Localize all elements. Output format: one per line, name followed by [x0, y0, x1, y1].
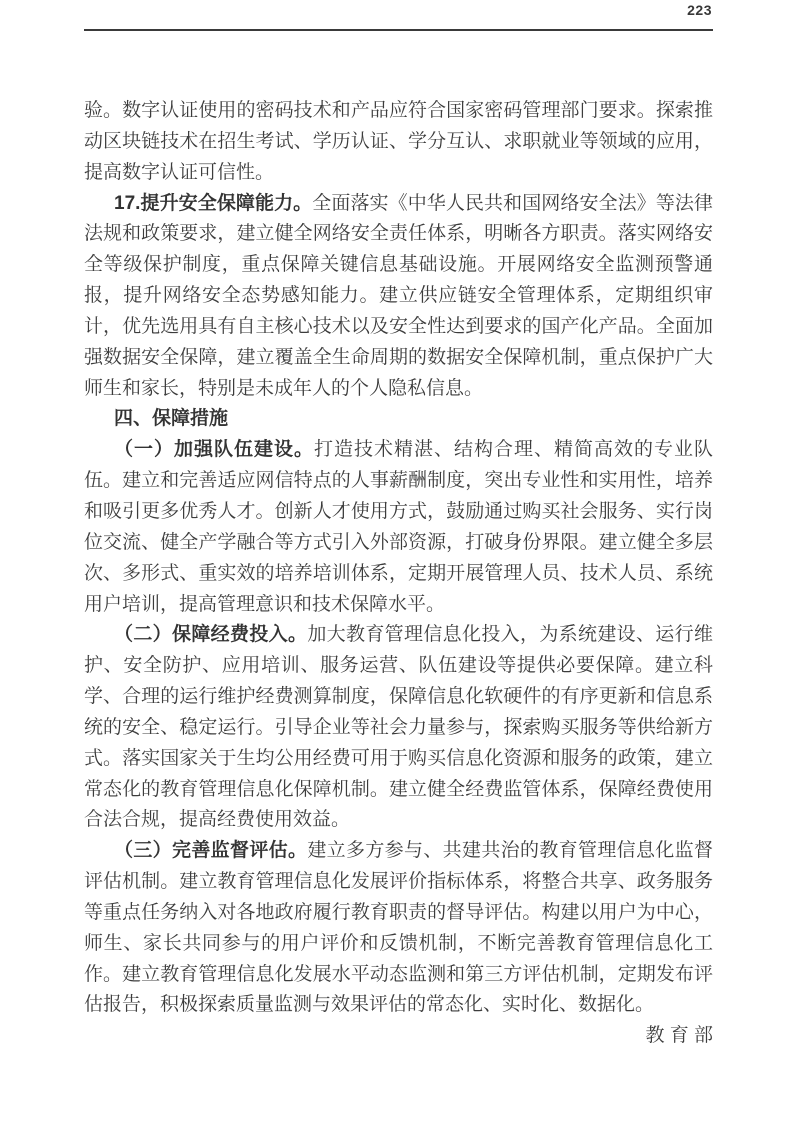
paragraph-text: 全面落实《中华人民共和国网络安全法》等法律法规和政策要求，建立健全网络安全责任体系，明晰各方职责。落实网络安全等级保护制度，重点保障关键信息基础设施。开展网络安全监测预警通报，提升网络安全态势感知能力。建立供应链安全管理体系，定期组织审计，优先选用具有自主核心技术以及安全性达到要求的国产化产品。全面加强数据安全保障，建立覆盖全生命周期的数据安全保障机制，重点保护广大师生和家长，特别是未成年人的个人隐私信息。 [84, 192, 713, 399]
page-number: 223 [687, 2, 712, 18]
paragraph-lead: （一）加强队伍建设。 [114, 439, 314, 461]
paragraph-lead: （三）完善监督评估。 [114, 840, 308, 862]
paragraph-3-evaluation [84, 836, 713, 1021]
paragraph-2-funding [84, 620, 713, 836]
paragraph-text: 建立多方参与、共建共治的教育管理信息化监督评估机制。建立教育管理信息化发展评价指标体系，将整合共享、政务服务等重点任务纳入对各地政府履行教育职责的督导评估。构建以用户为中心，师生、家长共同参与的用户评价和反馈机制，不断完善教育管理信息化工作。建立教育管理信息化发展水平动态监测和第三方评估机制，定期发布评估报告，积极探索质量监测与效果评估的常态化、实时化、数据化。 [84, 840, 713, 1016]
paragraph-1-team-building [84, 435, 713, 620]
paragraph-17-security [84, 189, 713, 405]
heading-section-4 [84, 404, 713, 435]
paragraph-lead: 17.提升安全保障能力。 [114, 192, 313, 214]
paragraph-text: 打造技术精湛、结构合理、精简高效的专业队伍。建立和完善适应网信特点的人事薪酬制度，突出专业性和实用性，培养和吸引更多优秀人才。创新人才使用方式，鼓励通过购买社会服务、实行岗位交流、健全产学融合等方式引入外部资源，打破身份界限。建立健全多层次、多形式、重实效的培养培训体系，定期开展管理人员、技术人员、系统用户培训，提高管理意识和技术保障水平。 [84, 439, 713, 615]
paragraph-text: 验。数字认证使用的密码技术和产品应符合国家密码管理部门要求。探索推动区块链技术在招生考试、学历认证、学分互认、求职就业等领域的应用，提高数字认证可信性。 [84, 100, 713, 183]
paragraph-continuation [84, 96, 713, 189]
document-body [84, 96, 713, 1052]
paragraph-text: 加大教育管理信息化投入，为系统建设、运行维护、安全防护、应用培训、服务运营、队伍建设等提供必要保障。建立科学、合理的运行维护经费测算制度，保障信息化软硬件的有序更新和信息系统的安全、稳定运行。引导企业等社会力量参与，探索购买服务等供给新方式。落实国家关于生均公用经费可用于购买信息化资源和服务的政策，建立常态化的教育管理信息化保障机制。建立健全经费监管体系，保障经费使用合法合规，提高经费使用效益。 [84, 624, 713, 831]
header-rule [84, 29, 713, 31]
signature-ministry-of-education: 教 育 部 [645, 1025, 713, 1047]
paragraph-lead: （二）保障经费投入。 [114, 624, 308, 646]
heading-text: 四、保障措施 [114, 408, 229, 430]
